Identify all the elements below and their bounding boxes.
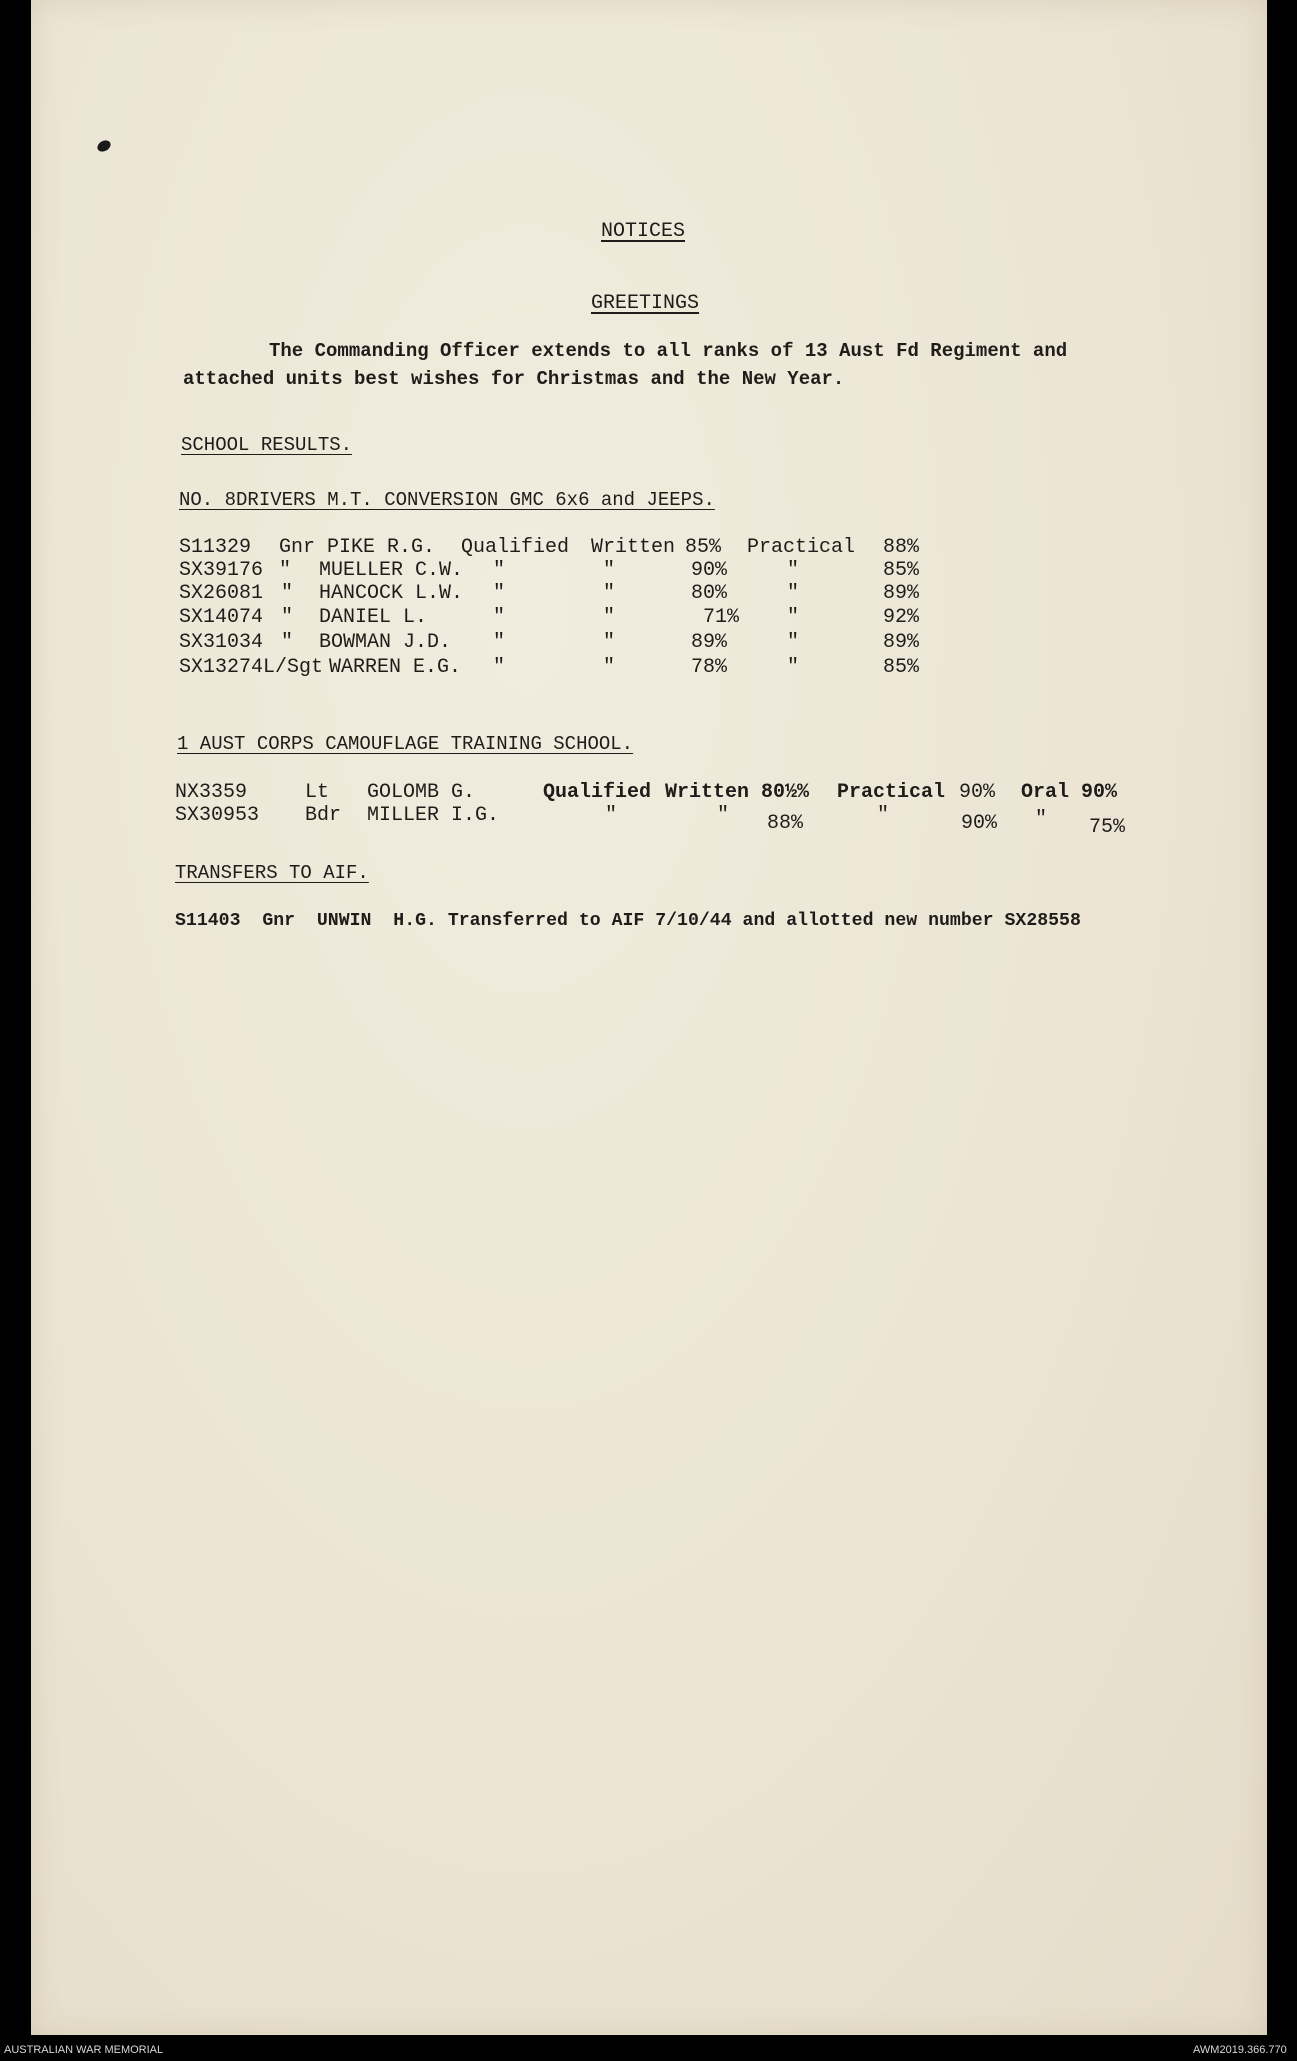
written-label: " (603, 582, 616, 605)
transfer-entry: S11403 Gnr UNWIN H.G. Transferred to AIF 7/10/44 and allotted new number SX28558 (175, 911, 1081, 931)
practical-score: 90% (959, 781, 996, 804)
soldier-name: DANIEL L. (319, 606, 428, 629)
written-label: " (603, 559, 616, 582)
soldier-name: HANCOCK L.W. (319, 582, 464, 605)
written-label: Written (665, 781, 750, 804)
written-score: 80½% (761, 781, 810, 804)
written-score: 85% (685, 536, 722, 559)
course2-heading: 1 AUST CORPS CAMOUFLAGE TRAINING SCHOOL. (177, 733, 634, 755)
practical-score: 89% (883, 631, 920, 654)
rank: Lt (305, 781, 330, 804)
status: " (605, 804, 618, 827)
written-label: " (603, 606, 616, 629)
status: " (493, 606, 506, 629)
practical-score: 88% (883, 536, 920, 559)
practical-label: Practical (747, 536, 856, 559)
rank: L/Sgt (263, 656, 324, 679)
written-label: Written (591, 536, 676, 559)
practical-label: " (787, 631, 800, 654)
practical-label: " (787, 582, 800, 605)
soldier-name: MILLER I.G. (367, 804, 500, 827)
soldier-name: WARREN E.G. (329, 656, 462, 679)
school-results-heading: SCHOOL RESULTS. (181, 434, 353, 456)
practical-score: 90% (961, 812, 998, 835)
written-score: 71% (703, 606, 740, 629)
status: " (493, 656, 506, 679)
practical-score: 92% (883, 606, 920, 629)
service-number: SX30953 (175, 804, 260, 827)
status: " (493, 582, 506, 605)
rank: " (281, 631, 294, 654)
practical-score: 85% (883, 559, 920, 582)
rank: Gnr (279, 536, 316, 559)
service-number: SX31034 (179, 631, 264, 654)
written-score: 90% (691, 559, 728, 582)
notices-heading: NOTICES (601, 220, 686, 243)
rank: " (281, 606, 294, 629)
soldier-name: MUELLER C.W. (319, 559, 464, 582)
practical-label: " (787, 559, 800, 582)
footer-institution: AUSTRALIAN WAR MEMORIAL (4, 2044, 164, 2056)
written-score: 80% (691, 582, 728, 605)
service-number: SX13274 (179, 656, 264, 679)
written-score: 88% (767, 812, 804, 835)
course1-heading: NO. 8DRIVERS M.T. CONVERSION GMC 6x6 and JEEPS. (179, 489, 715, 511)
rank: " (279, 559, 292, 582)
written-label: " (603, 631, 616, 654)
written-score: 78% (691, 656, 728, 679)
footer-accession-number: AWM2019.366.770 (1193, 2044, 1287, 2056)
greetings-text-line1: The Commanding Officer extends to all ranks of 13 Aust Fd Regiment and (269, 340, 1068, 362)
practical-score: 85% (883, 656, 920, 679)
rank: " (281, 582, 294, 605)
greetings-text-line2: attached units best wishes for Christmas and the New Year. (183, 368, 845, 390)
written-score: 89% (691, 631, 728, 654)
greetings-heading: GREETINGS (591, 292, 700, 315)
oral-label: " (1035, 808, 1048, 831)
service-number: NX3359 (175, 781, 248, 804)
service-number: SX14074 (179, 606, 264, 629)
practical-score: 89% (883, 582, 920, 605)
service-number: S11329 (179, 536, 252, 559)
document-sheet (31, 0, 1267, 2035)
practical-label: " (787, 606, 800, 629)
oral-score: 90% (1081, 781, 1118, 804)
practical-label: Practical (837, 781, 946, 804)
status: Qualified (461, 536, 570, 559)
ink-blot-mark (95, 138, 112, 154)
soldier-name: GOLOMB G. (367, 781, 476, 804)
status: " (493, 631, 506, 654)
written-label: " (717, 804, 730, 827)
oral-label: Oral (1021, 781, 1070, 804)
status: Qualified (543, 781, 652, 804)
written-label: " (603, 656, 616, 679)
service-number: SX39176 (179, 559, 264, 582)
soldier-name: BOWMAN J.D. (319, 631, 452, 654)
practical-label: " (787, 656, 800, 679)
soldier-name: PIKE R.G. (327, 536, 436, 559)
practical-label: " (877, 804, 890, 827)
service-number: SX26081 (179, 582, 264, 605)
rank: Bdr (305, 804, 342, 827)
oral-score: 75% (1089, 816, 1126, 839)
status: " (493, 559, 506, 582)
transfers-heading: TRANSFERS TO AIF. (175, 862, 369, 884)
